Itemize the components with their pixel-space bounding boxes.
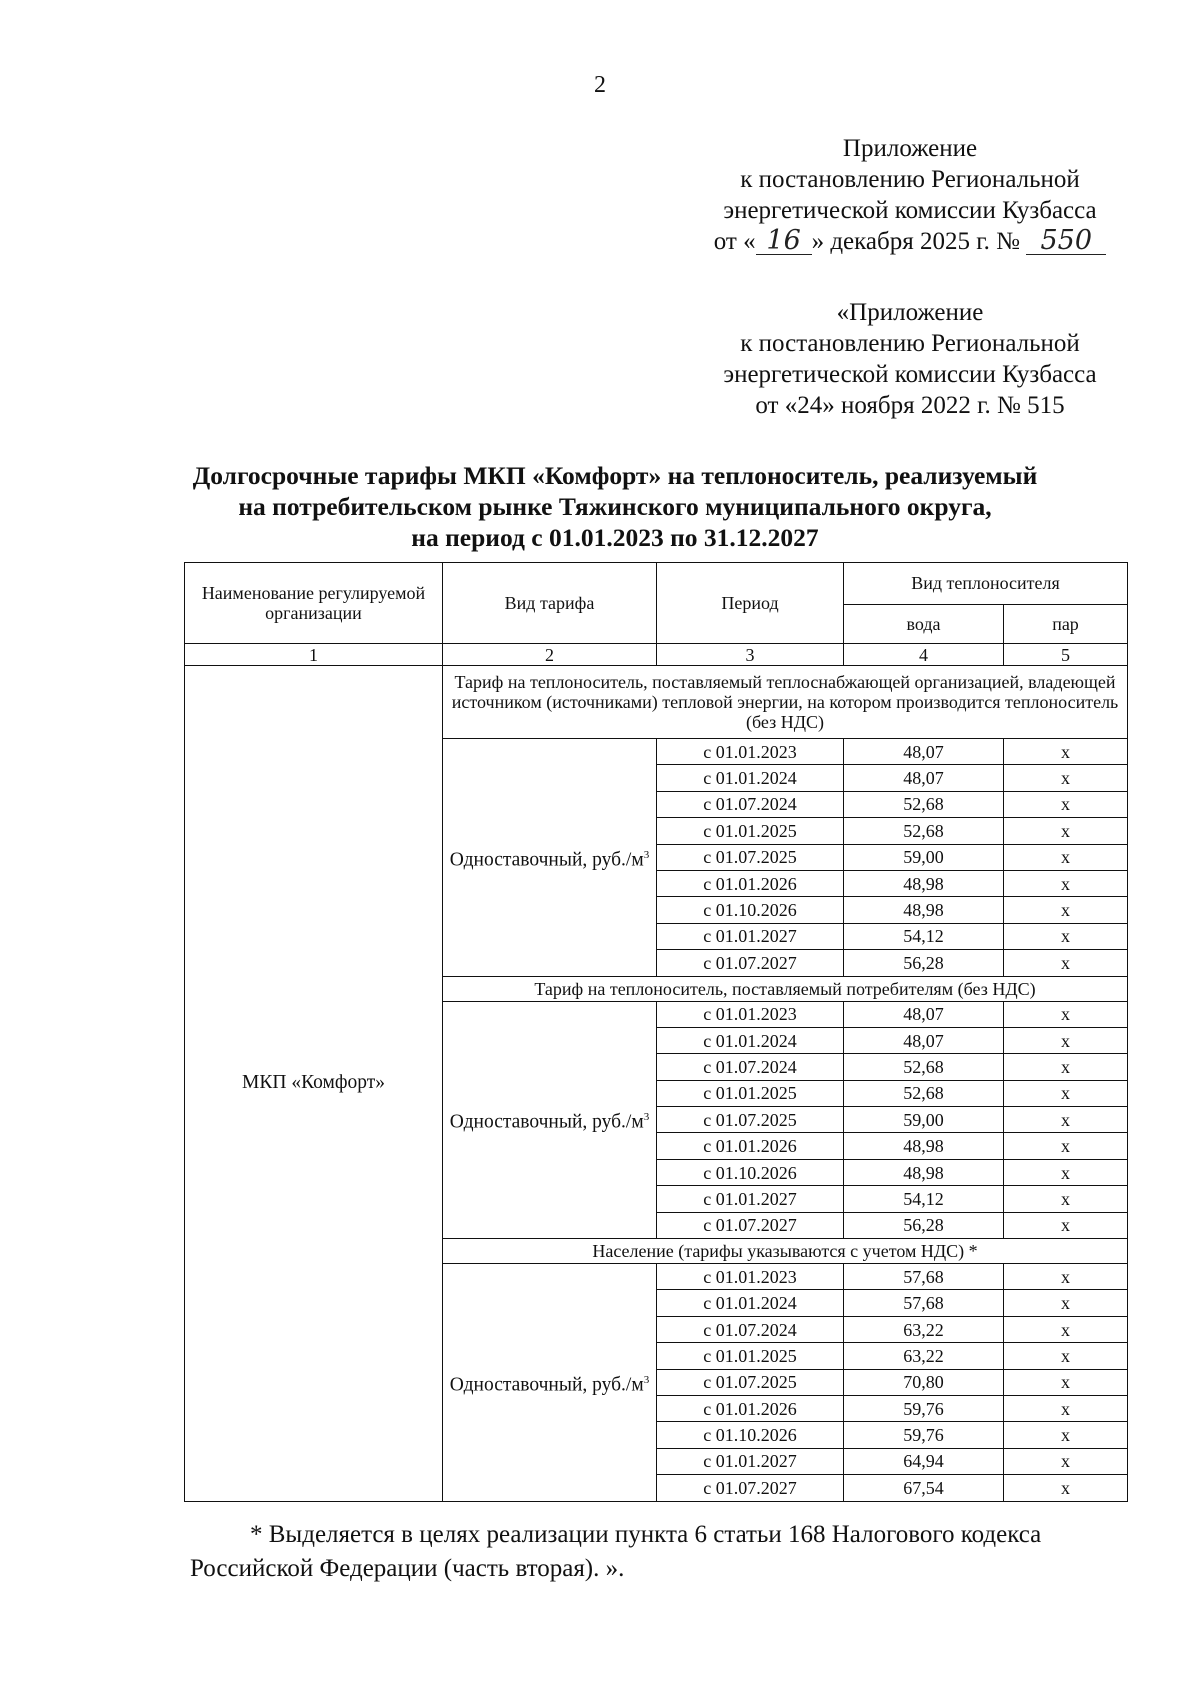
steam-cell: х [1004, 818, 1128, 844]
column-number: 2 [443, 644, 657, 666]
period-cell: с 01.07.2025 [657, 1369, 844, 1395]
steam-cell: х [1004, 1107, 1128, 1133]
title-line-2: на потребительском рынке Тяжинского муниципального округа, [238, 492, 992, 521]
steam-cell: х [1004, 897, 1128, 923]
water-cell: 48,07 [844, 765, 1004, 791]
period-cell: с 01.07.2027 [657, 1475, 844, 1501]
water-cell: 67,54 [844, 1475, 1004, 1501]
water-cell: 48,07 [844, 1027, 1004, 1053]
document-title [150, 460, 1080, 553]
period-cell: с 01.01.2027 [657, 1186, 844, 1212]
appendix-original-date-line: от «24» ноября 2022 г. № 515 [755, 392, 1065, 419]
period-cell: с 01.01.2026 [657, 870, 844, 896]
steam-cell: х [1004, 1212, 1128, 1238]
water-cell: 52,68 [844, 791, 1004, 817]
steam-cell: х [1004, 1159, 1128, 1185]
organization-name: МКП «Комфорт» [185, 666, 443, 1502]
tariff-type-label: Одноставочный, руб./м [449, 849, 644, 870]
steam-cell: х [1004, 1080, 1128, 1106]
tariff-type-cell [443, 1264, 657, 1502]
water-cell: 48,98 [844, 870, 1004, 896]
water-cell: 59,76 [844, 1422, 1004, 1448]
header-steam: пар [1004, 604, 1128, 644]
tariff-type-label: Одноставочный, руб./м [449, 1374, 644, 1396]
title-line-1: Долгосрочные тарифы МКП «Комфорт» на теплоноситель, реализуемый [192, 461, 1038, 490]
water-cell: 64,94 [844, 1448, 1004, 1474]
period-cell: с 01.01.2024 [657, 765, 844, 791]
steam-cell: х [1004, 1395, 1128, 1421]
water-cell: 59,76 [844, 1395, 1004, 1421]
column-number: 5 [1004, 644, 1128, 666]
steam-cell: х [1004, 844, 1128, 870]
period-cell: с 01.10.2026 [657, 1159, 844, 1185]
period-cell: с 01.07.2027 [657, 950, 844, 976]
water-cell: 56,28 [844, 1212, 1004, 1238]
period-cell: с 01.01.2025 [657, 818, 844, 844]
water-cell: 52,68 [844, 1054, 1004, 1080]
column-number: 4 [844, 644, 1004, 666]
header-tariff-type: Вид тарифа [443, 563, 657, 644]
steam-cell: х [1004, 1316, 1128, 1342]
water-cell: 48,07 [844, 739, 1004, 765]
steam-cell: х [1004, 1001, 1128, 1027]
period-cell: с 01.01.2023 [657, 1264, 844, 1290]
steam-cell: х [1004, 739, 1128, 765]
water-cell: 59,00 [844, 1107, 1004, 1133]
water-cell: 48,98 [844, 1133, 1004, 1159]
period-cell: с 01.07.2024 [657, 791, 844, 817]
header-org: Наименование регулируемой организации [185, 563, 443, 644]
steam-cell: х [1004, 1343, 1128, 1369]
appendix-original [660, 297, 1160, 421]
water-cell: 59,00 [844, 844, 1004, 870]
appendix-original-heading: «Приложение [836, 299, 984, 326]
tariff-type-cell [443, 739, 657, 977]
period-cell: с 01.01.2027 [657, 923, 844, 949]
steam-cell: х [1004, 1369, 1128, 1395]
date-prefix: от « [713, 228, 756, 255]
appendix-current-heading: Приложение [842, 135, 978, 162]
steam-cell: х [1004, 1054, 1128, 1080]
period-cell: с 01.01.2024 [657, 1290, 844, 1316]
period-cell: с 01.01.2025 [657, 1080, 844, 1106]
water-cell: 57,68 [844, 1290, 1004, 1316]
header-water: вода [844, 604, 1004, 644]
steam-cell: х [1004, 1186, 1128, 1212]
steam-cell: х [1004, 791, 1128, 817]
page-number: 2 [594, 72, 606, 98]
appendix-current-line2: к постановлению Региональной [740, 166, 1080, 193]
period-cell: с 01.07.2027 [657, 1212, 844, 1238]
header-carrier: Вид теплоносителя [844, 563, 1128, 605]
water-cell: 48,98 [844, 1159, 1004, 1185]
tariff-table [184, 562, 1128, 1502]
period-cell: с 01.01.2027 [657, 1448, 844, 1474]
period-cell: с 01.01.2026 [657, 1133, 844, 1159]
steam-cell: х [1004, 1448, 1128, 1474]
appendix-original-line2: к постановлению Региональной [740, 330, 1080, 357]
steam-cell: х [1004, 1422, 1128, 1448]
water-cell: 63,22 [844, 1316, 1004, 1342]
appendix-current-date-line [660, 226, 1160, 257]
period-cell: с 01.01.2025 [657, 1343, 844, 1369]
steam-cell: х [1004, 1264, 1128, 1290]
date-mid: » декабря 2025 г. № [811, 228, 1021, 255]
steam-cell: х [1004, 765, 1128, 791]
section-title: Тариф на теплоноситель, поставляемый теплоснабжающей организацией, владеющей источником (источниками) тепловой энергии, на котором производится теплоноситель (без НДС) [443, 666, 1128, 739]
steam-cell: х [1004, 923, 1128, 949]
water-cell: 56,28 [844, 950, 1004, 976]
water-cell: 63,22 [844, 1343, 1004, 1369]
appendix-current-line3: энергетической комиссии Кузбасса [723, 197, 1097, 224]
title-line-3: на период с 01.01.2023 по 31.12.2027 [411, 523, 819, 552]
footnote-line-2: Российской Федерации (часть вторая). ». [190, 1555, 625, 1582]
section-title: Население (тарифы указываются с учетом НДС) * [443, 1239, 1128, 1264]
period-cell: с 01.10.2026 [657, 1422, 844, 1448]
period-cell: с 01.07.2024 [657, 1054, 844, 1080]
footnote [190, 1518, 1150, 1586]
period-cell: с 01.07.2024 [657, 1316, 844, 1342]
section-title-row [185, 666, 1128, 739]
tariff-type-label: Одноставочный, руб./м [449, 1111, 644, 1133]
water-cell: 54,12 [844, 1186, 1004, 1212]
column-number: 1 [185, 644, 443, 666]
period-cell: с 01.01.2024 [657, 1027, 844, 1053]
doc-number-handwritten: 550 [1026, 228, 1106, 255]
column-number: 3 [657, 644, 844, 666]
period-cell: с 01.01.2026 [657, 1395, 844, 1421]
tariff-unit-superscript: 3 [643, 848, 650, 861]
water-cell: 48,07 [844, 1001, 1004, 1027]
water-cell: 52,68 [844, 1080, 1004, 1106]
steam-cell: х [1004, 1133, 1128, 1159]
period-cell: с 01.07.2025 [657, 1107, 844, 1133]
date-day-handwritten: 16 [756, 228, 812, 255]
table-header-row [185, 563, 1128, 605]
section-title: Тариф на теплоноситель, поставляемый потребителям (без НДС) [443, 976, 1128, 1001]
water-cell: 52,68 [844, 818, 1004, 844]
column-numbers-row [185, 644, 1128, 666]
period-cell: с 01.10.2026 [657, 897, 844, 923]
tariff-unit-superscript: 3 [643, 1373, 650, 1386]
appendix-original-line3: энергетической комиссии Кузбасса [723, 361, 1097, 388]
period-cell: с 01.01.2023 [657, 1001, 844, 1027]
tariff-unit-superscript: 3 [643, 1111, 650, 1124]
header-period: Период [657, 563, 844, 644]
steam-cell: х [1004, 950, 1128, 976]
period-cell: с 01.07.2025 [657, 844, 844, 870]
tariff-type-cell [443, 1001, 657, 1239]
water-cell: 54,12 [844, 923, 1004, 949]
water-cell: 70,80 [844, 1369, 1004, 1395]
appendix-current [660, 133, 1160, 257]
period-cell: с 01.01.2023 [657, 739, 844, 765]
water-cell: 57,68 [844, 1264, 1004, 1290]
steam-cell: х [1004, 1290, 1128, 1316]
water-cell: 48,98 [844, 897, 1004, 923]
steam-cell: х [1004, 1475, 1128, 1501]
footnote-line-1: * Выделяется в целях реализации пункта 6 статьи 168 Налогового кодекса [250, 1521, 1042, 1548]
steam-cell: х [1004, 870, 1128, 896]
steam-cell: х [1004, 1027, 1128, 1053]
